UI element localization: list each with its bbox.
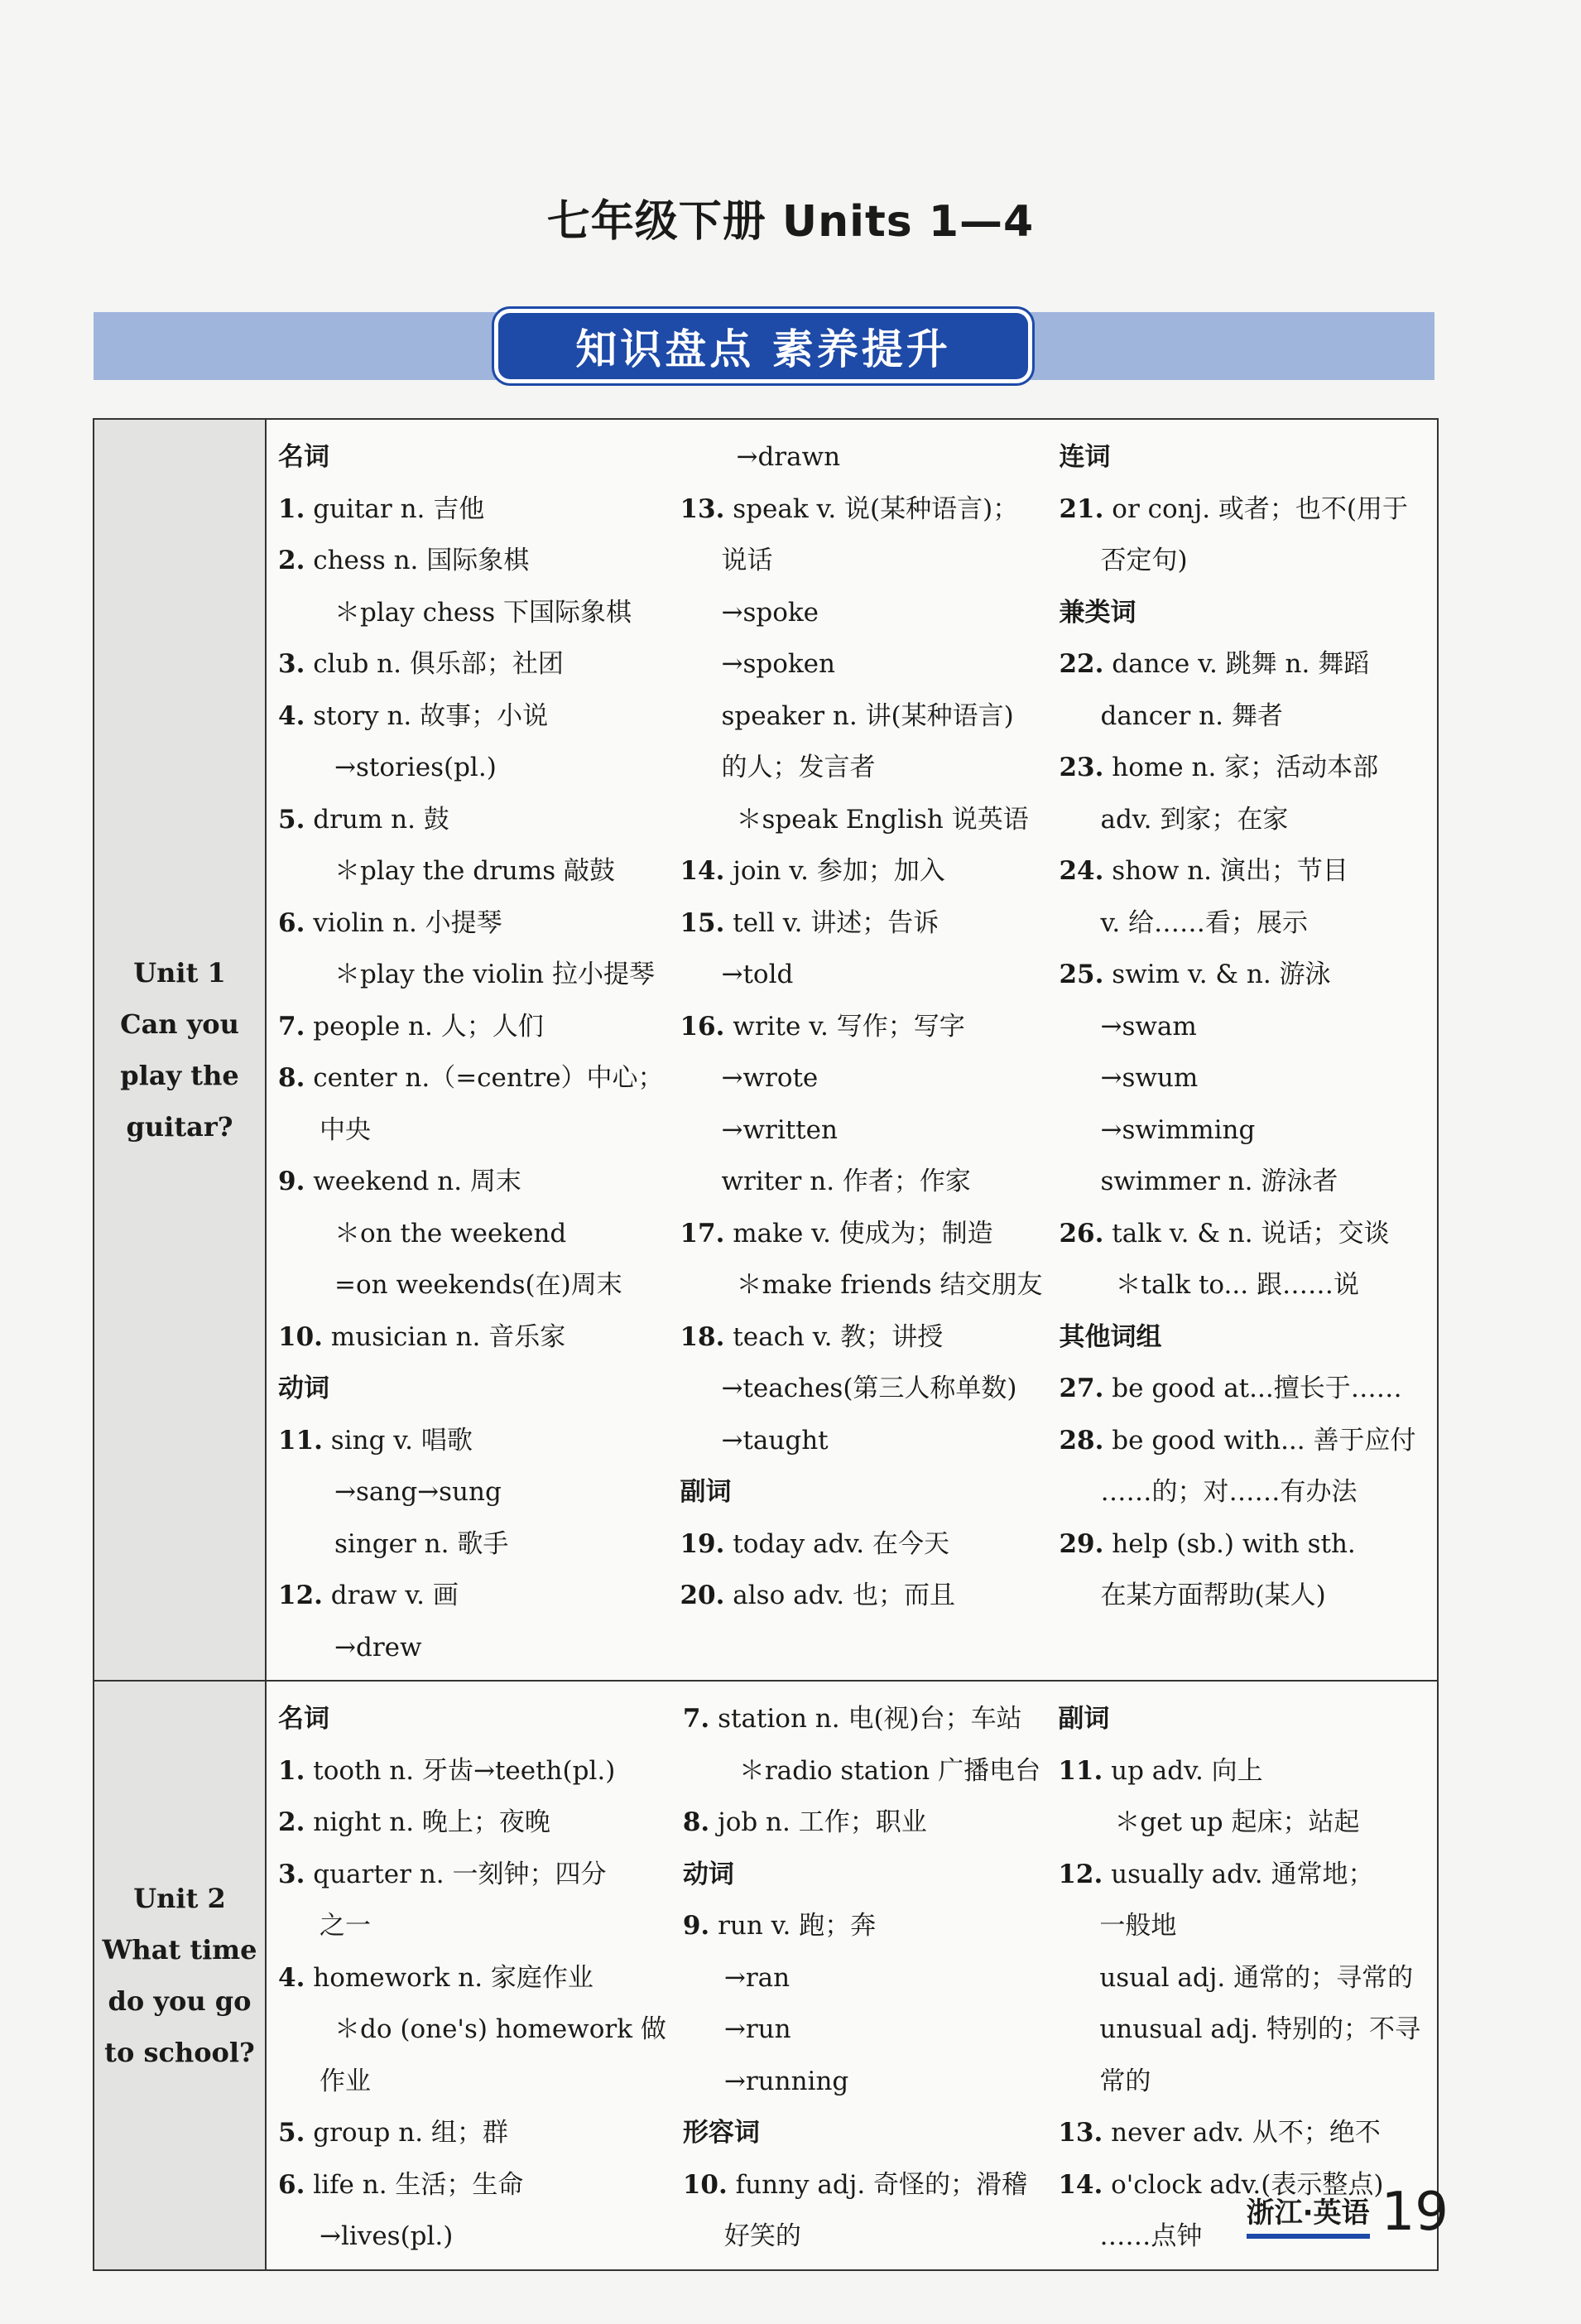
vocab-sub-item: ＊speak English 说英语 <box>736 804 1029 835</box>
vocab-sub-item: ＊play the violin 拉小提琴 <box>334 960 655 989</box>
item-text: run v. 跑；奔 <box>718 1911 877 1941</box>
unit-block <box>94 1680 1437 2269</box>
unit-label <box>94 1682 267 2269</box>
vocab-table <box>93 418 1439 2271</box>
item-number: 3. <box>278 1859 305 1889</box>
item-text: tooth n. 牙齿→teeth(pl.) <box>313 1755 616 1786</box>
unit-label-line: play the <box>120 1060 239 1091</box>
item-number: 19. <box>680 1528 725 1559</box>
vocab-sub-item: ＊radio station 广播电台 <box>738 1755 1041 1786</box>
item-number: 6. <box>278 2169 305 2200</box>
vocab-continuation: →written <box>721 1114 838 1145</box>
unit-label-line: What time <box>102 1933 257 1966</box>
category-heading: 形容词 <box>682 2118 760 2148</box>
page-title: 七年级下册 Units 1—4 <box>546 197 1035 247</box>
item-text: night n. 晚上；夜晚 <box>313 1807 550 1837</box>
item-text: story n. 故事；小说 <box>313 700 549 731</box>
vocab-item <box>278 1745 666 1797</box>
item-text: dance v. 跳舞 n. 舞蹈 <box>1112 649 1370 679</box>
item-number: 4. <box>278 1962 305 1993</box>
vocab-continuation: →told <box>721 960 794 989</box>
item-number: 10. <box>682 2169 728 2200</box>
item-number: 8. <box>682 1807 710 1837</box>
vocab-continuation: →running <box>723 2066 849 2096</box>
vocab-continuation: →spoke <box>721 597 819 628</box>
vocab-item <box>680 897 1042 950</box>
vocab-item <box>278 1156 663 1208</box>
vocab-sub-item: ＊do (one's) homework 做 <box>334 2014 666 2044</box>
vocab-continuation: →teaches(第三人称单数) <box>721 1374 1017 1403</box>
item-number: 12. <box>278 1581 323 1610</box>
category-heading: 名词 <box>278 1704 329 1734</box>
vocab-sub-item: →drew <box>334 1632 422 1662</box>
item-number: 18. <box>680 1321 725 1352</box>
vocab-continuation: 否定句) <box>1100 546 1188 575</box>
vocab-item <box>278 1052 663 1104</box>
vocab-item <box>278 1952 666 2004</box>
vocab-item <box>680 1311 1042 1364</box>
item-text: o'clock adv.(表示整点) <box>1111 2169 1384 2200</box>
item-text: help (sb.) with sth. <box>1112 1528 1356 1559</box>
item-text: funny adj. 奇怪的；滑稽 <box>735 2169 1028 2200</box>
item-number: 8. <box>278 1063 305 1093</box>
vocab-column <box>278 1693 683 2263</box>
vocab-sub-item: →stories(pl.) <box>334 753 497 782</box>
item-text: up adv. 向上 <box>1111 1755 1263 1786</box>
item-number: 23. <box>1059 753 1104 782</box>
item-number: 24. <box>1059 856 1104 886</box>
item-number: 26. <box>1059 1218 1104 1249</box>
vocab-sub-item: ＊get up 起床；站起 <box>1114 1807 1360 1837</box>
item-text: speak v. 说(某种语言)； <box>733 493 1019 524</box>
item-text: club n. 俱乐部；社团 <box>313 649 564 679</box>
vocab-item <box>1059 484 1420 536</box>
vocab-continuation: adv. 到家；在家 <box>1100 804 1289 835</box>
item-text: life n. 生活；生命 <box>313 2169 524 2200</box>
vocab-continuation: →spoken <box>721 649 835 679</box>
vocab-item <box>278 638 663 690</box>
vocab-item <box>1059 1363 1420 1415</box>
category-heading: 副词 <box>1058 1704 1110 1734</box>
vocab-sub-item: ＊talk to... 跟……说 <box>1115 1270 1359 1300</box>
item-text: center n.（=centre）中心； <box>313 1063 664 1093</box>
vocab-column <box>1058 1693 1437 2263</box>
item-number: 20. <box>680 1581 725 1610</box>
vocab-sub-item: singer n. 歌手 <box>334 1528 509 1559</box>
item-number: 2. <box>278 1807 305 1837</box>
item-text: usually adv. 通常地； <box>1111 1859 1374 1889</box>
vocab-sub-item: →drawn <box>736 442 841 472</box>
item-text: be good with... 善于应付 <box>1112 1425 1416 1456</box>
item-text: join v. 参加；加入 <box>733 856 945 886</box>
vocab-item <box>1059 1415 1420 1467</box>
vocab-item <box>683 1693 1041 1745</box>
vocab-sub-item: ＊make friends 结交朋友 <box>736 1270 1043 1300</box>
vocab-item <box>680 1208 1042 1260</box>
item-text: job n. 工作；职业 <box>718 1807 927 1837</box>
vocab-continuation: dancer n. 舞者 <box>1100 700 1283 731</box>
item-text: teach v. 教；讲授 <box>733 1321 944 1352</box>
vocab-item <box>1059 949 1420 1001</box>
item-number: 1. <box>278 1755 305 1786</box>
category-heading: 其他词组 <box>1059 1321 1162 1352</box>
vocab-item <box>278 1849 666 1901</box>
item-text: be good at...擅长于…… <box>1112 1374 1402 1403</box>
unit-block <box>94 420 1437 1680</box>
item-number: 5. <box>278 2118 305 2148</box>
vocab-item <box>1059 845 1420 897</box>
item-number: 9. <box>682 1911 710 1941</box>
item-text: show n. 演出；节目 <box>1112 856 1348 886</box>
vocab-continuation: 的人；发言者 <box>721 753 876 782</box>
vocab-item <box>1059 1518 1420 1571</box>
item-number: 7. <box>278 1011 305 1042</box>
vocab-item <box>278 535 663 587</box>
unit-label-line: Can you <box>120 1008 239 1040</box>
footer-label: 浙江·英语 <box>1247 2190 1370 2239</box>
vocab-item <box>680 1518 1042 1571</box>
vocab-continuation: ……点钟 <box>1099 2221 1203 2251</box>
vocab-continuation: 说话 <box>721 546 773 575</box>
item-number: 14. <box>1058 2169 1103 2200</box>
item-text: homework n. 家庭作业 <box>313 1962 593 1993</box>
item-number: 17. <box>680 1218 725 1249</box>
item-text: weekend n. 周末 <box>313 1167 521 1196</box>
vocab-column <box>680 431 1059 1673</box>
item-number: 6. <box>278 907 305 938</box>
vocab-item <box>683 1900 1041 1952</box>
vocab-item <box>683 2159 1041 2211</box>
vocab-item <box>278 2107 666 2159</box>
item-number: 2. <box>278 546 305 575</box>
item-text: home n. 家；活动本部 <box>1112 753 1379 782</box>
item-text: musician n. 音乐家 <box>330 1321 566 1352</box>
item-number: 16. <box>680 1011 725 1042</box>
item-number: 10. <box>278 1321 323 1352</box>
vocab-item <box>1059 742 1420 794</box>
vocab-continuation: →wrote <box>721 1063 819 1093</box>
vocab-item <box>1059 1208 1420 1260</box>
vocab-continuation: writer n. 作者；作家 <box>721 1167 971 1196</box>
item-text: guitar n. 吉他 <box>313 493 485 524</box>
vocab-item <box>1058 1745 1420 1797</box>
item-text: people n. 人；人们 <box>313 1011 544 1042</box>
item-text: or conj. 或者；也不(用于 <box>1112 493 1409 524</box>
vocab-item <box>278 897 663 950</box>
item-text: quarter n. 一刻钟；四分 <box>313 1859 607 1889</box>
vocab-item <box>680 1570 1042 1622</box>
category-heading: 动词 <box>682 1859 734 1889</box>
item-text: make v. 使成为；制造 <box>733 1218 993 1249</box>
vocab-continuation: 在某方面帮助(某人) <box>1100 1581 1326 1610</box>
vocab-continuation: swimmer n. 游泳者 <box>1100 1167 1338 1196</box>
vocab-sub-item: →sang→sung <box>334 1477 502 1507</box>
unit-label-line: do you go <box>108 1985 252 2017</box>
item-number: 25. <box>1059 960 1104 989</box>
item-number: 29. <box>1059 1528 1104 1559</box>
item-number: 12. <box>1058 1859 1103 1889</box>
vocab-item <box>680 845 1042 897</box>
vocab-continuation: 作业 <box>320 2066 371 2096</box>
item-text: also adv. 也；而且 <box>733 1581 955 1610</box>
vocab-sub-item: ＊play chess 下国际象棋 <box>334 597 632 628</box>
vocab-continuation: 常的 <box>1099 2066 1151 2096</box>
category-heading: 连词 <box>1059 442 1111 472</box>
vocab-column <box>683 1693 1058 2263</box>
vocab-continuation: →swimming <box>1100 1114 1256 1145</box>
page-number: 19 <box>1381 2182 1449 2243</box>
vocab-item <box>680 1001 1042 1053</box>
vocab-continuation: →ran <box>723 1962 790 1993</box>
unit-label-line: Unit 2 <box>133 1882 226 1914</box>
vocab-continuation: →swum <box>1100 1063 1199 1093</box>
vocab-item <box>278 690 663 743</box>
vocab-column <box>1059 431 1437 1673</box>
item-number: 27. <box>1059 1374 1104 1403</box>
unit-label-line: Unit 1 <box>133 957 226 989</box>
section-banner-text: 知识盘点 素养提升 <box>575 325 951 373</box>
item-number: 7. <box>682 1704 710 1734</box>
vocab-sub-item: =on weekends(在)周末 <box>334 1270 622 1300</box>
item-number: 13. <box>1058 2118 1103 2148</box>
item-number: 15. <box>680 907 725 938</box>
vocab-item <box>278 1415 663 1467</box>
item-number: 3. <box>278 649 305 679</box>
item-number: 13. <box>680 493 725 524</box>
item-text: draw v. 画 <box>330 1581 459 1610</box>
category-heading: 名词 <box>278 442 329 472</box>
vocab-continuation: 一般地 <box>1099 1911 1177 1941</box>
item-number: 14. <box>680 856 725 886</box>
item-text: chess n. 国际象棋 <box>313 546 530 575</box>
vocab-continuation: unusual adj. 特别的；不寻 <box>1099 2014 1420 2044</box>
vocab-continuation: 中央 <box>320 1114 371 1145</box>
unit-label-line: guitar? <box>126 1111 233 1143</box>
vocab-item <box>278 794 663 846</box>
vocab-continuation: 之一 <box>320 1911 371 1941</box>
item-number: 11. <box>278 1425 323 1456</box>
unit-label <box>94 420 267 1680</box>
vocab-item <box>278 1797 666 1849</box>
vocab-item <box>683 1797 1041 1849</box>
item-number: 4. <box>278 700 305 731</box>
vocab-item <box>1058 2107 1420 2159</box>
item-text: violin n. 小提琴 <box>313 907 502 938</box>
category-heading: 兼类词 <box>1059 597 1136 628</box>
item-text: group n. 组；群 <box>313 2118 508 2148</box>
vocab-continuation: speaker n. 讲(某种语言) <box>721 700 1014 731</box>
vocab-item <box>1058 1849 1420 1901</box>
vocab-sub-item: ＊on the weekend <box>334 1218 567 1249</box>
vocab-continuation: →taught <box>721 1425 829 1456</box>
vocab-column <box>278 431 680 1673</box>
item-number: 9. <box>278 1167 305 1196</box>
category-heading: 副词 <box>680 1477 732 1507</box>
item-number: 28. <box>1059 1425 1104 1456</box>
vocab-item <box>680 484 1042 536</box>
vocab-item <box>278 1570 663 1622</box>
unit-label-line: to school? <box>104 2036 255 2068</box>
vocab-continuation: →run <box>723 2014 791 2044</box>
item-number: 5. <box>278 804 305 835</box>
item-number: 1. <box>278 493 305 524</box>
vocab-continuation: →lives(pl.) <box>320 2221 454 2251</box>
vocab-item <box>278 1001 663 1053</box>
item-text: tell v. 讲述；告诉 <box>733 907 939 938</box>
item-text: sing v. 唱歌 <box>330 1425 473 1456</box>
vocab-continuation: v. 给……看；展示 <box>1100 907 1309 938</box>
vocab-continuation: →swam <box>1100 1011 1197 1042</box>
item-text: station n. 电(视)台；车站 <box>718 1704 1022 1734</box>
item-text: write v. 写作；写字 <box>733 1011 965 1042</box>
page-footer <box>1246 2182 1449 2243</box>
vocab-item <box>1059 638 1420 690</box>
vocab-continuation: ……的；对……有办法 <box>1100 1477 1358 1507</box>
item-number: 21. <box>1059 493 1104 524</box>
item-number: 22. <box>1059 649 1104 679</box>
item-text: talk v. & n. 说话；交谈 <box>1112 1218 1390 1249</box>
item-text: swim v. & n. 游泳 <box>1112 960 1331 989</box>
vocab-item <box>278 1311 663 1364</box>
section-banner <box>498 313 1028 379</box>
vocab-continuation: 好笑的 <box>723 2221 801 2251</box>
item-text: drum n. 鼓 <box>313 804 449 835</box>
vocab-continuation: usual adj. 通常的；寻常的 <box>1099 1962 1414 1993</box>
category-heading: 动词 <box>278 1374 329 1403</box>
item-number: 11. <box>1058 1755 1103 1786</box>
item-text: today adv. 在今天 <box>733 1528 949 1559</box>
item-text: never adv. 从不；绝不 <box>1111 2118 1381 2148</box>
vocab-item <box>278 484 663 536</box>
vocab-sub-item: ＊play the drums 敲鼓 <box>334 856 616 886</box>
vocab-item <box>278 2159 666 2211</box>
